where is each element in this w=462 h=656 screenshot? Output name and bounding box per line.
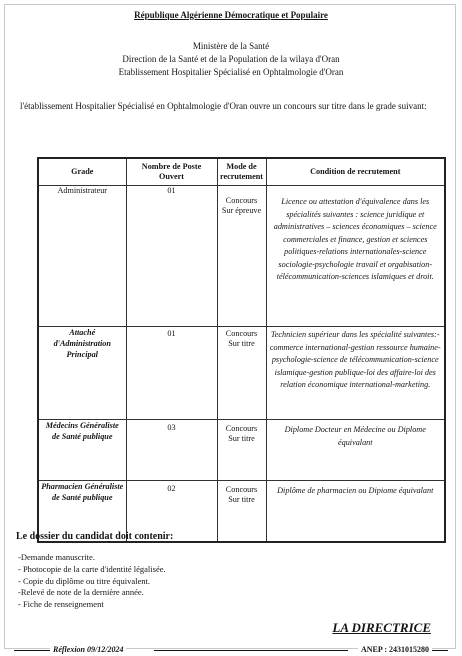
list-item: - Fiche de renseignement	[18, 599, 104, 610]
list-item: - Copie du diplôme ou titre équivalent.	[18, 575, 150, 586]
mode-cell: Concours Sur titre	[217, 481, 266, 543]
posts-cell: 01	[126, 186, 217, 327]
direction-name: Direction de la Santé et de la Population de la wilaya d'Oran	[122, 54, 340, 64]
recruitment-table	[37, 157, 446, 543]
header-grade: Grade	[38, 158, 126, 186]
header-posts: Nombre de Poste Ouvert	[126, 158, 217, 186]
list-item: - Photocopie de la carte d'identité légalisée.	[18, 563, 166, 574]
footer-bar	[14, 645, 448, 655]
header-condition: Condition de recrutement	[266, 158, 445, 186]
mode-cell: Concours Sur titre	[217, 327, 266, 420]
table-row	[38, 420, 445, 481]
dossier-title: Le dossier du candidat doit contenir:	[16, 531, 174, 542]
condition-cell: Technicien supérieur dans les spécialité suivantes:- commerce international-gestion ressource humaine-psychologie-science de télécommunication-science islamique-gestion publique-loi des affaire-loi des relation économique international-marketing.	[266, 327, 445, 420]
condition-cell: Diplome Docteur en Médecine ou Diplome équivalant	[266, 420, 445, 481]
table-header-row	[38, 158, 445, 186]
dossier-list	[18, 552, 166, 611]
footer-rule-right	[432, 650, 448, 651]
intro-paragraph: l'établissement Hospitalier Spécialisé en Ophtalmologie d'Oran ouvre un concours sur titre dans le grade suivant:	[20, 101, 427, 111]
list-item: -Demande manuscrite.	[18, 552, 95, 562]
grade-cell: Attaché d'Administration Principal	[38, 327, 126, 420]
grade-cell: Médecins Généraliste de Santé publique	[38, 420, 126, 481]
table-row	[38, 186, 445, 327]
list-item: -Relevé de note de la dernière année.	[18, 587, 144, 598]
mode-cell: Concours Sur titre	[217, 420, 266, 481]
anep-number: ANEP : 2431015280	[358, 645, 432, 654]
publication-reference: Réflexion 09/12/2024	[50, 645, 126, 654]
signature-title: LA DIRECTRICE	[332, 620, 431, 635]
footer-rule-left	[14, 650, 50, 651]
posts-cell: 03	[126, 420, 217, 481]
condition-cell: Diplôme de pharmacien ou Dipiome équivalant	[266, 481, 445, 543]
establishment-name: Etablissement Hospitalier Spécialisé en Ophtalmologie d'Oran	[118, 67, 344, 77]
republic-title: République Algérienne Démocratique et Populaire	[134, 10, 328, 20]
mode-cell: Concours Sur épreuve	[217, 186, 266, 327]
institution-header	[0, 40, 462, 79]
condition-cell: Licence ou attestation d'équivalence dans les spécialités suivantes : science juridique et administratives – sciences économiques – science commerciales et finance, gestion et sciences politiques-relations internationales-science sociologie-psychologie travail et orgabisation-télécommunication-sciences islamiques et droit.	[266, 186, 445, 327]
grade-cell: Administrateur	[38, 186, 126, 327]
header-mode: Mode de recrutement	[217, 158, 266, 186]
table-row	[38, 327, 445, 420]
footer-rule-middle	[154, 650, 348, 651]
grade-cell: Pharmacien Généraliste de Santé publique	[38, 481, 126, 543]
posts-cell: 01	[126, 327, 217, 420]
posts-cell: 02	[126, 481, 217, 543]
ministry-name: Ministère de la Santé	[192, 41, 270, 51]
